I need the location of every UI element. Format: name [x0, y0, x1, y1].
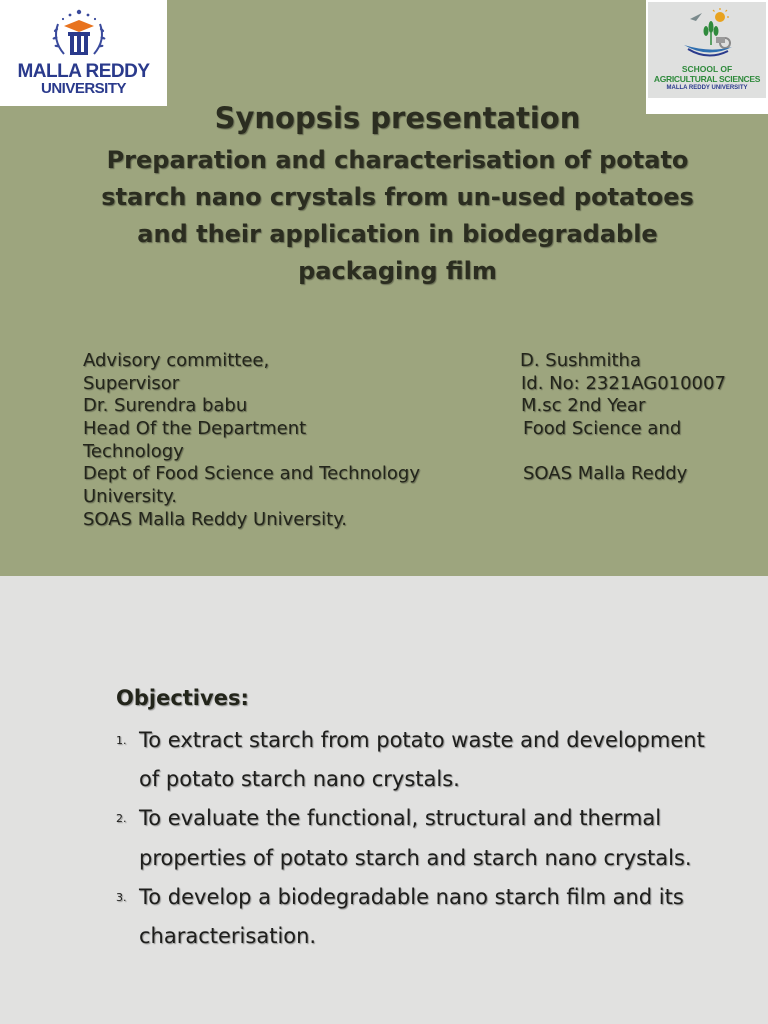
student-dept: Food Science and [523, 418, 682, 439]
objective-item [116, 799, 716, 877]
advisory-line: SOAS Malla Reddy University. [83, 509, 348, 530]
objectives-heading: Objectives: [116, 686, 249, 710]
logo-line-2: AGRICULTURAL SCIENCES [653, 74, 761, 84]
logo-panel [648, 2, 766, 98]
student-school: SOAS Malla Reddy [523, 463, 688, 484]
university-crest-icon [50, 8, 108, 60]
malla-reddy-university-logo [0, 0, 167, 106]
student-name: D. Sushmitha [520, 350, 641, 371]
objective-text: To evaluate the functional, structural and thermal properties of potato starch and starch nano crystals. [139, 806, 692, 870]
advisory-line: University. [83, 486, 177, 507]
objective-number: 1. [116, 734, 127, 747]
objective-text: To develop a biodegradable nano starch film and its characterisation. [139, 884, 684, 949]
advisory-line: Advisory committee, [83, 350, 270, 371]
objective-item [116, 721, 716, 799]
advisory-line: Head Of the Department [83, 418, 307, 439]
objective-item [116, 878, 716, 956]
agriculture-emblem-icon [680, 7, 736, 61]
advisory-line: Dr. Surendra babu [83, 395, 248, 416]
logo-line-2: UNIVERSITY [40, 80, 126, 97]
objectives-list [116, 721, 716, 956]
logo-line-3: MALLA REDDY UNIVERSITY [666, 85, 748, 91]
logo-line-1: MALLA REDDY [17, 61, 150, 82]
objective-text: To extract starch from potato waste and development of potato starch nano crystals. [139, 728, 705, 792]
advisory-line: Technology [83, 441, 184, 462]
slide-title: Synopsis presentation [214, 101, 581, 135]
student-year: M.sc 2nd Year [521, 395, 646, 416]
advisory-line: Dept of Food Science and Technology [83, 463, 421, 484]
objective-number: 3. [116, 890, 127, 904]
logo-line-1: SCHOOL OF [681, 64, 733, 74]
advisory-line: Supervisor [83, 373, 180, 394]
slide-subtitle: Preparation and characterisation of potato starch nano crystals from un-used potatoes and their application in biodegradable packaging film [101, 146, 694, 285]
student-id: Id. No: 2321AG010007 [521, 373, 726, 394]
school-of-agricultural-sciences-logo [646, 0, 768, 114]
objective-number: 2. [116, 812, 127, 826]
